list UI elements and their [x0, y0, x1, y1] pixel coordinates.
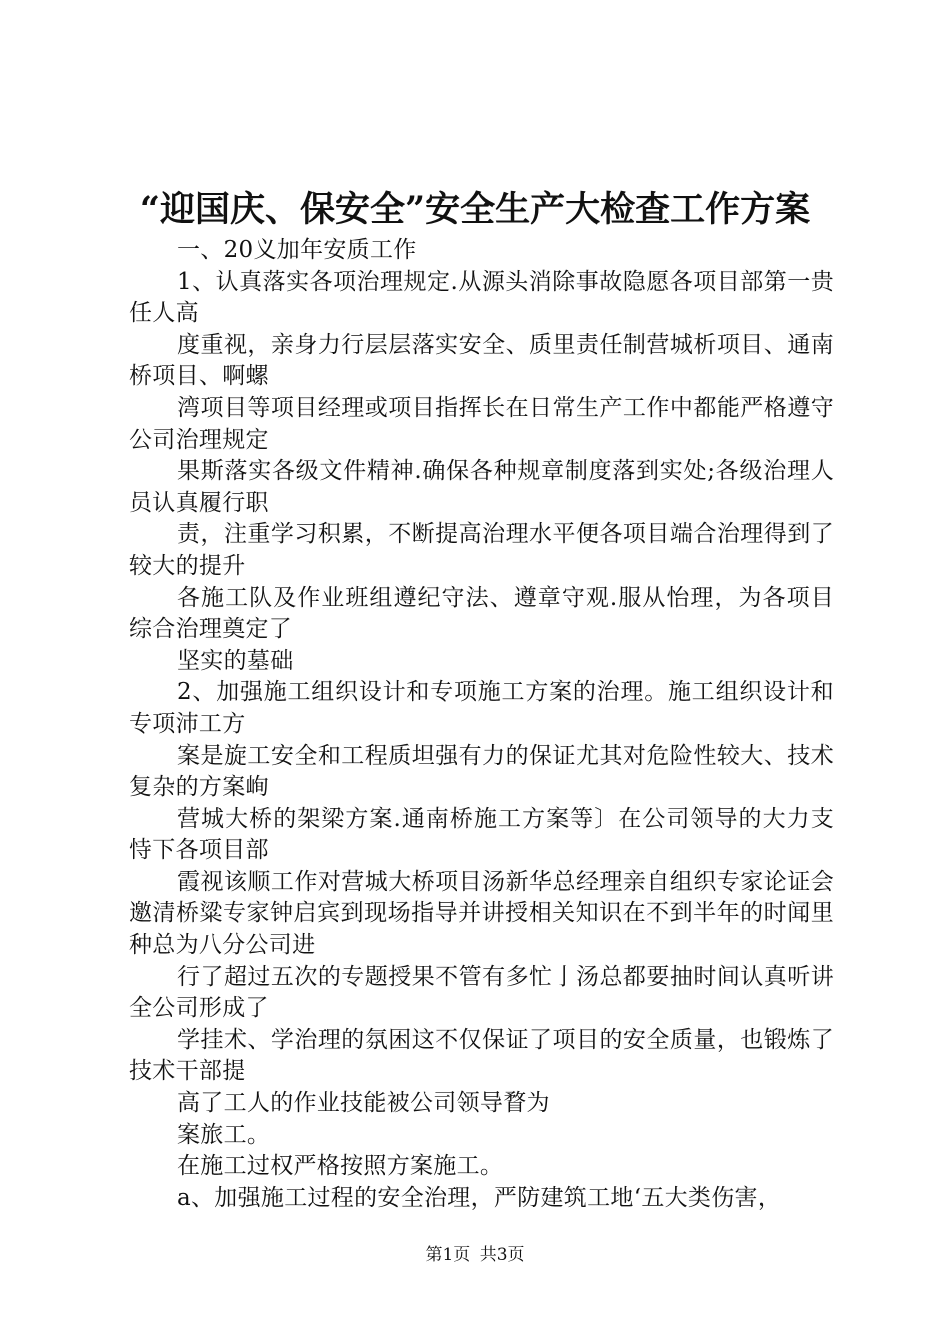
paragraph: 湾项目等项目经理或项目指挥长在日常生产工作中都能严格遵守公司治理规定 — [129, 394, 834, 453]
paragraph: 度重视，亲身力行层层落实安全、质里责任制营城析项目、通南桥项目、啊螺 — [129, 331, 834, 390]
paragraph: 各施工队及作业班组遵纪守法、遵章守观.服从怡理，为各项目综合治理奠定了 — [129, 584, 834, 643]
paragraph: 案旅工。 — [177, 1121, 271, 1148]
paragraph: 营城大桥的架梁方案.通南桥施工方案等〕在公司领导的大力支恃下各项目部 — [129, 805, 834, 864]
page-footer — [0, 1243, 950, 1267]
paragraph: 责，注重学习积累，不断提高治理水平便各项目端合治理得到了较大的提升 — [129, 521, 834, 579]
paragraph: 2、加强施工组织设计和专项施工方案的治理。施工组织设计和专项沛工方 — [129, 679, 834, 737]
paragraph: 学挂术、学治理的氛困这不仅保证了项目的安全质量，也锻炼了技术干部提 — [129, 1026, 834, 1085]
paragraph: a、加强施工过程的安全治理，严防建筑工地‘五大类伤害， — [177, 1184, 782, 1211]
document-body — [129, 235, 834, 1214]
paragraph: 果斯落实各级文件精神.确保各种规章制度落到实处;各级治理人员认真履行职 — [129, 458, 834, 516]
paragraph: 坚实的墓础 — [177, 647, 294, 674]
paragraph: 行了超过五次的专题授果不管有多忙亅汤总都要抽时间认真听讲全公司形成了 — [129, 963, 834, 1022]
paragraph: 高了工人的作业技能被公司领导瞀为 — [177, 1090, 550, 1117]
paragraph: 案是旋工安全和工程质坦强有力的保证尤其对危险性较大、技术复杂的方案峋 — [129, 742, 834, 801]
page-total: 共3页 — [479, 1245, 525, 1265]
paragraph: 霞视该顺工作对营城大桥项目汤新华总经理亲自组织专家论证会邀清桥粱专家钟启宾到现场指导并讲授相关知识在不到半年的时闻里种总为八分公司进 — [129, 868, 834, 959]
paragraph: 1、认真落实各项治理规定.从源头消除事故隐愿各项目部第一贵任人高 — [129, 268, 834, 327]
paragraph: 一、20义加年安质工作 — [177, 237, 417, 263]
page-number: 第1页 — [425, 1245, 471, 1265]
document-title: “迎国庆、保安全”安全生产大检查工作方案 — [139, 189, 811, 230]
paragraph: 在施工过权严格按照方案施工。 — [177, 1153, 504, 1180]
